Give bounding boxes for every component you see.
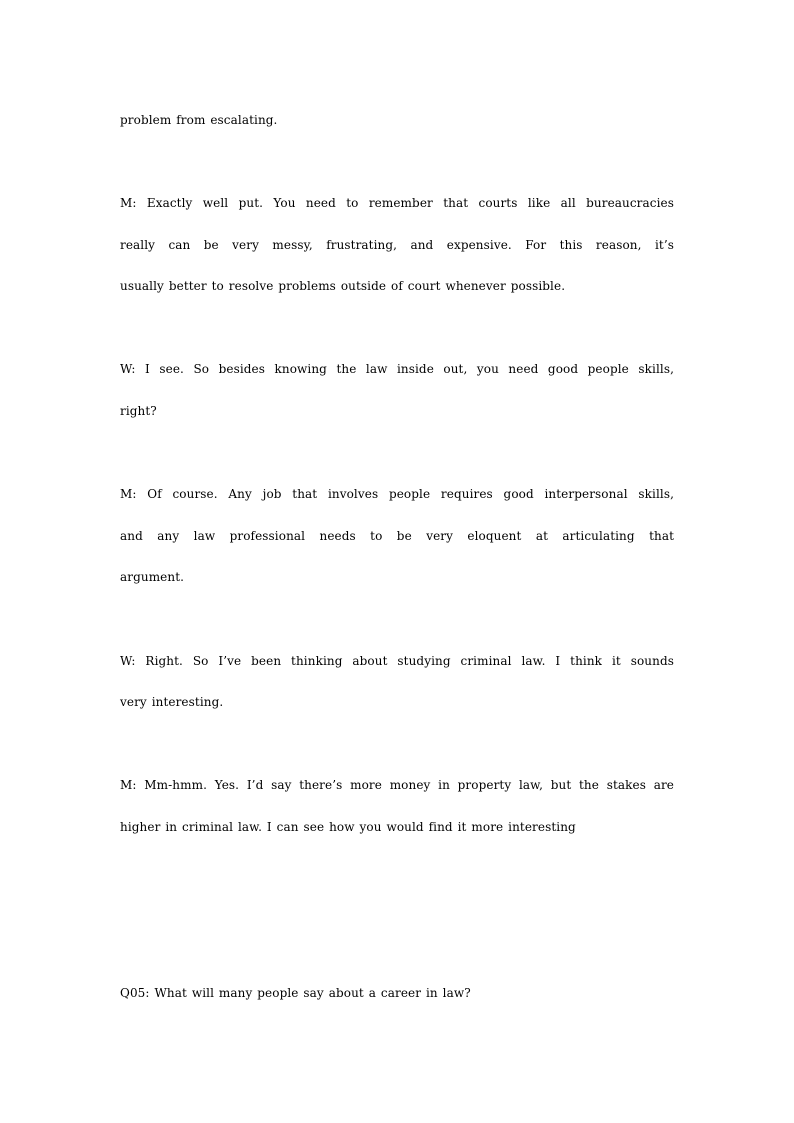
speaker-m-line-2: really can be very messy, frustrating, and expensive. For this reason, it’s (120, 238, 674, 252)
speaker-w-line-4: very interesting. (120, 695, 224, 709)
transcript-continuation: problem from escalating. (120, 113, 278, 127)
speaker-m-line-4: M: Of course. Any job that involves people requires good interpersonal skills, (120, 487, 674, 501)
speaker-m-line-8: higher in criminal law. I can see how you would find it more interesting (120, 820, 576, 834)
speaker-w-line-1: W: I see. So besides knowing the law inside out, you need good people skills, (120, 362, 674, 376)
speaker-m-line-6: argument. (120, 570, 185, 584)
speaker-m-line-3: usually better to resolve problems outside of court whenever possible. (120, 279, 566, 293)
speaker-m-line-5: and any law professional needs to be very eloquent at articulating that (120, 529, 674, 543)
question-q05: Q05: What will many people say about a career in law? (120, 986, 471, 1000)
speaker-w-line-2: right? (120, 404, 157, 418)
speaker-w-line-3: W: Right. So I’ve been thinking about studying criminal law. I think it sounds (120, 654, 674, 668)
speaker-m-line-1: M: Exactly well put. You need to remember that courts like all bureaucracies (120, 196, 674, 210)
speaker-m-line-7: M: Mm-hmm. Yes. I’d say there’s more money in property law, but the stakes are (120, 778, 674, 792)
